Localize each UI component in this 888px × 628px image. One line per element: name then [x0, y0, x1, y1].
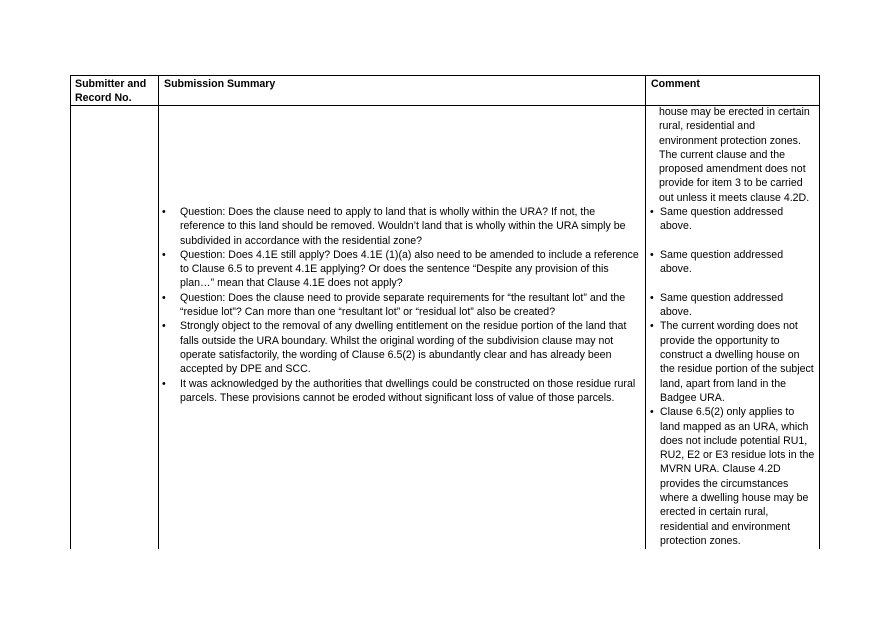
- comment-list: [650, 105, 815, 548]
- comment-item: • The current wording does not provide the opportunity to construct a dwelling house on the residue portion of the subject land, apart from land in the Badgee URA.: [650, 319, 815, 405]
- column-divider-2: [645, 75, 646, 549]
- comment-item: • Same question addressed above.: [650, 291, 815, 320]
- comment-item: • Clause 6.5(2) only applies to land mapped as an URA, which does not include potential RU1, RU2, E2 or E3 residue lots in the MVRN URA. Clause 4.2D provides the circumstances where a dwelling house may be erected in certain rural, residential and environment protection zones.: [650, 405, 815, 548]
- comment-cell: [650, 105, 815, 548]
- column-divider-1: [158, 75, 159, 549]
- summary-item: • Strongly object to the removal of any dwelling entitlement on the residue portion of the land that falls outside the URA boundary. Whilst the original wording of the subdivision clause may not operate satisfactorily, the wording of Clause 6.5(2) is abundantly clear and has already been accepted by DPE and SCC.: [160, 319, 640, 376]
- comment-continued: house may be erected in certain rural, residential and environment protection zones. The current clause and the proposed amendment does not provide for item 3 to be carried out unless it meets clause 4.2D.: [659, 106, 810, 204]
- comment-item: • Same question addressed above.: [650, 205, 815, 234]
- summary-list: [160, 205, 640, 405]
- summary-item: • Question: Does the clause need to apply to land that is wholly within the URA? If not, the reference to this land should be removed. Wouldn’t land that is wholly within the URA simply be subdivided in accordance with the residential zone?: [160, 205, 640, 248]
- submissions-table: [70, 75, 819, 549]
- table-right-border: [819, 75, 820, 549]
- table-left-border: [70, 75, 71, 549]
- header-summary: Submission Summary: [164, 78, 276, 90]
- summary-item: • Question: Does 4.1E still apply? Does 4.1E (1)(a) also need to be amended to include a reference to Clause 6.5 to prevent 4.1E applying? Or does the sentence “Despite any provision of this plan…” mean that Clause 4.1E does not apply?: [160, 248, 640, 291]
- comment-item: • Same question addressed above.: [650, 248, 815, 277]
- table-top-border: [70, 75, 820, 76]
- summary-item: • Question: Does the clause need to provide separate requirements for “the resultant lot” and the “residue lot”? Can more than one “resultant lot” or “residual lot” also be created?: [160, 291, 640, 320]
- summary-cell: [160, 205, 640, 405]
- header-submitter: Submitter and Record No.: [75, 78, 147, 105]
- summary-item: • It was acknowledged by the authorities that dwellings could be constructed on those residue rural parcels. These provisions cannot be eroded without significant loss of value of those parcels.: [160, 377, 640, 406]
- header-comment: Comment: [651, 78, 700, 90]
